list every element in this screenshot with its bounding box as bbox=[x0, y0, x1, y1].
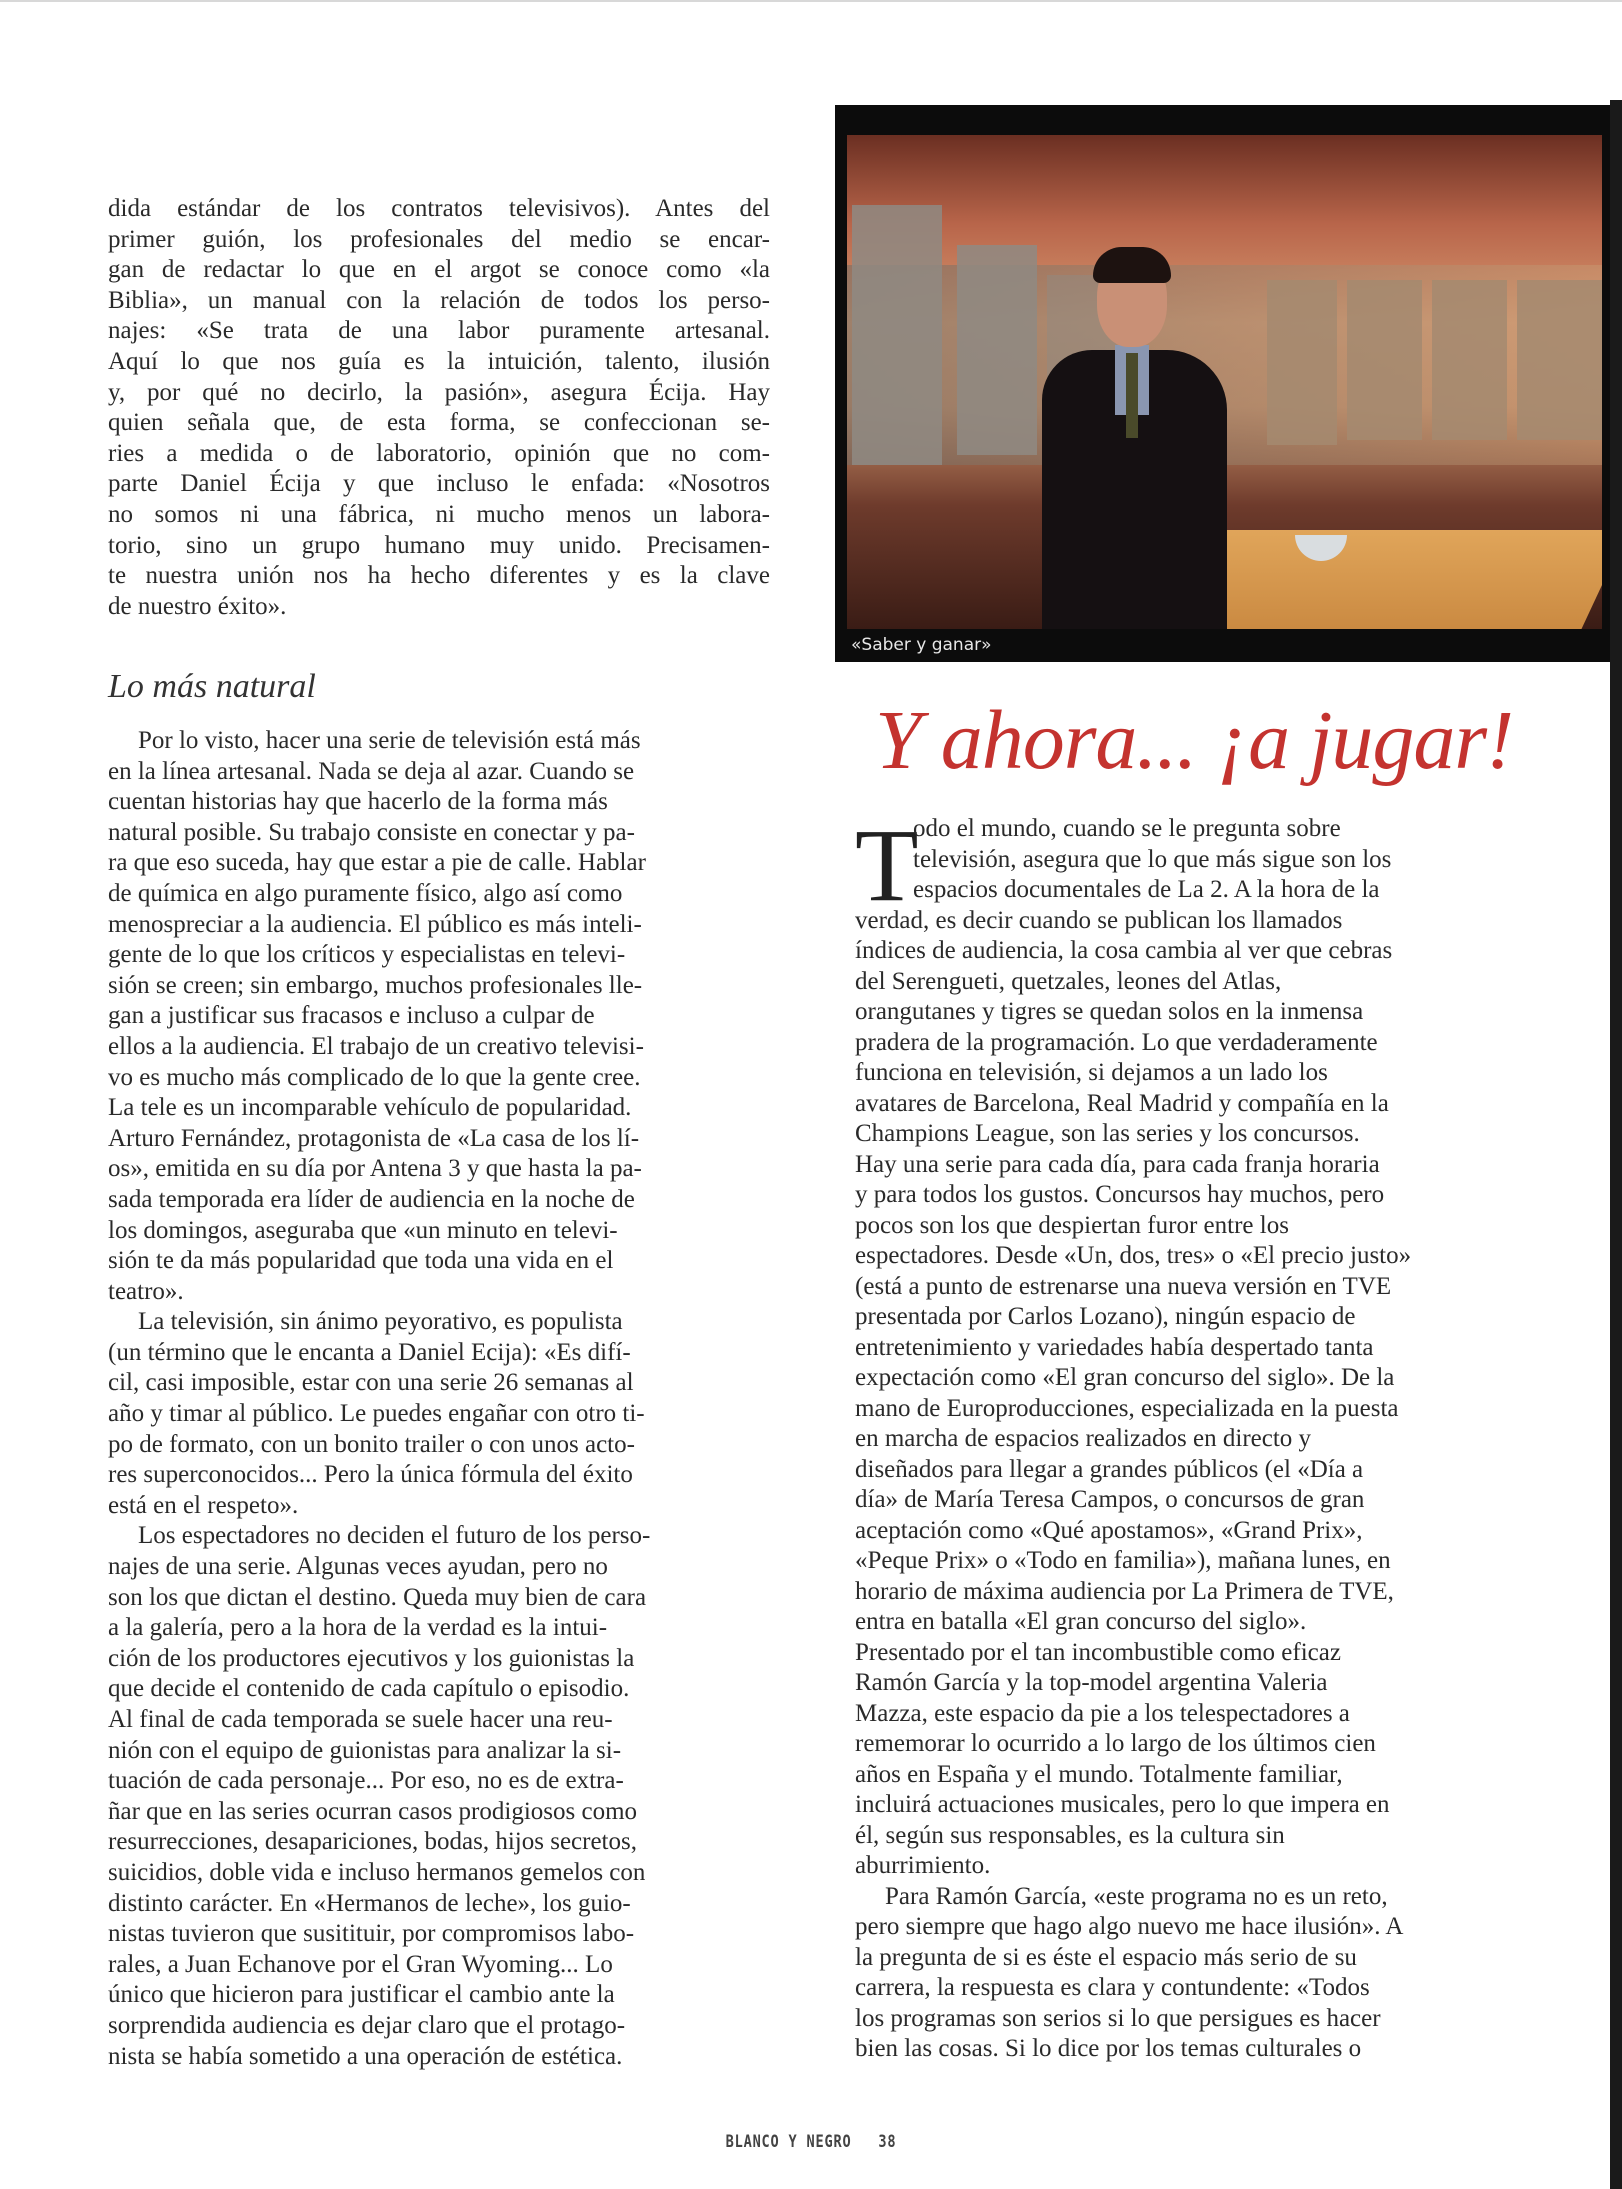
paragraph bbox=[108, 1307, 770, 1521]
text-line: sorprendida audiencia es dejar claro que el protago- bbox=[108, 2011, 626, 2039]
text-line: Al final de cada temporada se suele hacer una reu- bbox=[108, 1706, 613, 1733]
text-line: teatro». bbox=[108, 1277, 184, 1305]
text-line: sión te da más popularidad que toda una vida en el bbox=[108, 1247, 614, 1275]
text-line: los programas son serios si lo que persigues es hacer bbox=[855, 2004, 1381, 2032]
set-letter bbox=[1432, 280, 1507, 440]
text-line: Los espectadores no deciden el futuro de los perso- bbox=[138, 1522, 651, 1550]
text-line: La televisión, sin ánimo peyorativo, es populista bbox=[138, 1308, 623, 1336]
text-line: en marcha de espacios realizados en directo y bbox=[855, 1425, 1312, 1452]
text-line: índices de audiencia, la cosa cambia al ver que cebras bbox=[855, 937, 1393, 964]
text-line: res superconocidos... Pero la única fórmula del éxito bbox=[108, 1461, 633, 1489]
text-line: diseñados para llegar a grandes públicos (el «Día a bbox=[855, 1455, 1364, 1483]
text-line: primer guión, los profesionales del medio se encar- bbox=[108, 225, 770, 253]
text-line: cuentan historias hay que hacerlo de la forma más bbox=[108, 788, 608, 816]
text-line: Por lo visto, hacer una serie de televisión está más bbox=[138, 727, 641, 754]
text-line: y, por qué no decirlo, la pasión», asegura Écija. Hay bbox=[108, 378, 770, 406]
text-line: sada temporada era líder de audiencia en la noche de bbox=[108, 1185, 635, 1213]
text-line: (un término que le encanta a Daniel Ecija): «Es difí- bbox=[108, 1338, 631, 1366]
text-line: que decide el contenido de cada capítulo o episodio. bbox=[108, 1675, 630, 1703]
text-line: dida estándar de los contratos televisivos). Antes del bbox=[108, 195, 770, 222]
text-line: najes de una serie. Algunas veces ayudan, pero no bbox=[108, 1553, 608, 1581]
text-line: pocos son los que despiertan furor entre los bbox=[855, 1211, 1289, 1239]
text-line: y para todos los gustos. Concursos hay muchos, pero bbox=[855, 1181, 1385, 1208]
sidebar-article-body bbox=[855, 808, 1520, 2065]
text-line: aceptación como «Qué apostamos», «Grand Prix», bbox=[855, 1516, 1363, 1544]
text-line: odo el mundo, cuando se le pregunta sobre bbox=[913, 815, 1341, 842]
text-line: Presentado por el tan incombustible como eficaz bbox=[855, 1638, 1341, 1666]
text-line: quien señala que, de esta forma, se confeccionan se- bbox=[108, 409, 770, 437]
text-line: gente de lo que los críticos y especialistas en televi- bbox=[108, 941, 626, 969]
text-line: incluirá actuaciones musicales, pero lo que impera en bbox=[855, 1791, 1390, 1818]
text-line: espacios documentales de La 2. A la hora de la bbox=[913, 876, 1380, 903]
presenter-tie bbox=[1126, 353, 1138, 438]
text-line: natural posible. Su trabajo consiste en conectar y pa- bbox=[108, 818, 635, 846]
text-line: Aquí lo que nos guía es la intuición, talento, ilusión bbox=[108, 347, 770, 375]
text-line: mano de Europroducciones, especializada en la puesta bbox=[855, 1394, 1399, 1422]
text-line: bien las cosas. Si lo dice por los temas culturales o bbox=[855, 2035, 1362, 2062]
set-letter bbox=[1347, 280, 1422, 440]
text-line: Hay una serie para cada día, para cada franja horaria bbox=[855, 1150, 1380, 1178]
text-line: año y timar al público. Le puedes engañar con otro ti- bbox=[108, 1400, 645, 1428]
paragraph bbox=[855, 1882, 1520, 2065]
text-line: gan a justificar sus fracasos e incluso a culpar de bbox=[108, 1002, 595, 1030]
text-line: menospreciar a la audiencia. El público es más inteli- bbox=[108, 910, 642, 938]
text-line: Mazza, este espacio da pie a los telespectadores a bbox=[855, 1699, 1350, 1727]
text-line: pradera de la programación. Lo que verdaderamente bbox=[855, 1028, 1378, 1056]
photo-scene bbox=[847, 135, 1602, 629]
text-line: horario de máxima audiencia por La Primera de TVE, bbox=[855, 1577, 1394, 1605]
text-line: día» de María Teresa Campos, o concursos de gran bbox=[855, 1486, 1365, 1513]
text-line: orangutanes y tigres se quedan solos en la inmensa bbox=[855, 998, 1364, 1025]
drop-cap: T bbox=[855, 808, 919, 923]
text-line: Biblia», un manual con la relación de todos los perso- bbox=[108, 286, 770, 314]
text-line: Ramón García y la top-model argentina Valeria bbox=[855, 1669, 1328, 1696]
text-line: cil, casi imposible, estar con una serie 26 semanas al bbox=[108, 1369, 634, 1397]
text-line: parte Daniel Écija y que incluso le enfada: «Nosotros bbox=[108, 470, 770, 498]
text-line: tuación de cada personaje... Por eso, no es de extra- bbox=[108, 1767, 624, 1795]
text-line: son los que dictan el destino. Queda muy bien de cara bbox=[108, 1583, 647, 1611]
text-line: entra en batalla «El gran concurso del siglo». bbox=[855, 1608, 1307, 1635]
text-line: espectadores. Desde «Un, dos, tres» o «El precio justo» bbox=[855, 1242, 1412, 1269]
text-line: vo es mucho más complicado de lo que la gente cree. bbox=[108, 1063, 641, 1091]
text-line: ries a medida o de laboratorio, opinión que no com- bbox=[108, 439, 770, 467]
text-line: presentada por Carlos Lozano), ningún espacio de bbox=[855, 1303, 1356, 1330]
text-line: torio, sino un grupo humano muy unido. Precisamen- bbox=[108, 531, 770, 559]
text-line: ra que eso suceda, hay que estar a pie de calle. Hablar bbox=[108, 849, 646, 877]
text-line: te nuestra unión nos ha hecho diferentes y es la clave bbox=[108, 562, 770, 590]
text-line: está en el respeto». bbox=[108, 1491, 299, 1519]
text-line: (está a punto de estrenarse una nueva versión en TVE bbox=[855, 1272, 1392, 1300]
text-line: funciona en televisión, si dejamos a un lado los bbox=[855, 1059, 1328, 1086]
text-line: de química en algo puramente físico, algo así como bbox=[108, 879, 623, 907]
sidebar-title: Y ahora... ¡a jugar! bbox=[875, 694, 1514, 787]
text-line: os», emitida en su día por Antena 3 y que hasta la pa- bbox=[108, 1155, 642, 1183]
set-letter bbox=[1267, 280, 1337, 445]
text-line: La tele es un incomparable vehículo de popularidad. bbox=[108, 1094, 632, 1122]
text-line: él, según sus responsables, es la cultura sin bbox=[855, 1821, 1285, 1849]
text-line: resurrecciones, desapariciones, bodas, hijos secretos, bbox=[108, 1828, 637, 1856]
page-footer bbox=[162, 2132, 1460, 2152]
text-line: expectación como «El gran concurso del siglo». De la bbox=[855, 1364, 1395, 1391]
text-line: distinto carácter. En «Hermanos de leche», los guio- bbox=[108, 1889, 631, 1917]
text-line: televisión, asegura que lo que más sigue son los bbox=[913, 845, 1392, 873]
text-line: único que hicieron para justificar el cambio ante la bbox=[108, 1981, 615, 2009]
text-line: no somos ni una fábrica, ni mucho menos un labora- bbox=[108, 500, 770, 528]
text-line: en la línea artesanal. Nada se deja al azar. Cuando se bbox=[108, 757, 635, 785]
text-line: po de formato, con un bonito trailer o con unos acto- bbox=[108, 1430, 635, 1458]
text-line: rales, a Juan Echanove por el Gran Wyoming... Lo bbox=[108, 1950, 613, 1978]
text-line: años en España y el mundo. Totalmente familiar, bbox=[855, 1760, 1343, 1788]
text-line: suicidios, doble vida e incluso hermanos gemelos con bbox=[108, 1858, 646, 1886]
text-line: de nuestro éxito». bbox=[108, 592, 287, 620]
set-letter bbox=[852, 205, 942, 465]
text-line: nión con el equipo de guionistas para analizar la si- bbox=[108, 1736, 622, 1764]
paragraph bbox=[108, 1521, 770, 2072]
text-line: los domingos, aseguraba que «un minuto en televi- bbox=[108, 1216, 618, 1244]
paragraph bbox=[855, 808, 1520, 1882]
section-subheading: Lo más natural bbox=[108, 668, 316, 705]
text-line: sión se creen; sin embargo, muchos profesionales lle- bbox=[108, 971, 643, 999]
scan-edge bbox=[1610, 100, 1622, 2189]
text-line: la pregunta de si es éste el espacio más serio de su bbox=[855, 1943, 1357, 1971]
set-letter bbox=[1517, 280, 1602, 440]
text-line: Champions League, son las series y los concursos. bbox=[855, 1120, 1360, 1147]
text-line: najes: «Se trata de una labor puramente artesanal. bbox=[108, 317, 770, 345]
photo-saber-y-ganar bbox=[835, 105, 1610, 662]
paragraph bbox=[108, 726, 770, 1307]
text-line: verdad, es decir cuando se publican los llamados bbox=[855, 906, 1343, 934]
text-line: ñar que en las series ocurran casos prodigiosos como bbox=[108, 1797, 638, 1825]
text-line: entretenimiento y variedades había despertado tanta bbox=[855, 1333, 1374, 1361]
text-line: «Peque Prix» o «Todo en familia»), mañana lunes, en bbox=[855, 1547, 1391, 1574]
text-line: carrera, la respuesta es clara y contundente: «Todos bbox=[855, 1974, 1370, 2001]
text-line: rememorar lo ocurrido a lo largo de los últimos cien bbox=[855, 1730, 1376, 1757]
text-line: ción de los productores ejecutivos y los guionistas la bbox=[108, 1644, 635, 1672]
presenter-hair bbox=[1093, 247, 1171, 283]
text-line: Arturo Fernández, protagonista de «La casa de los lí- bbox=[108, 1124, 640, 1152]
left-column-intro bbox=[108, 194, 770, 622]
text-line: a la galería, pero a la hora de la verdad es la intui- bbox=[108, 1614, 608, 1642]
text-line: ellos a la audiencia. El trabajo de un creativo televisi- bbox=[108, 1032, 644, 1060]
left-column-body bbox=[108, 726, 770, 2072]
text-line: pero siempre que hago algo nuevo me hace ilusión». A bbox=[855, 1913, 1404, 1940]
page-number: 38 bbox=[878, 2132, 897, 2152]
text-line: aburrimiento. bbox=[855, 1852, 991, 1879]
text-line: Para Ramón García, «este programa no es un reto, bbox=[885, 1882, 1388, 1910]
set-letter bbox=[957, 245, 1037, 455]
photo-caption: «Saber y ganar» bbox=[851, 635, 992, 655]
text-line: gan de redactar lo que en el argot se conoce como «la bbox=[108, 256, 770, 284]
page-top-rule bbox=[0, 0, 1622, 2]
text-line: avatares de Barcelona, Real Madrid y compañía en la bbox=[855, 1089, 1389, 1117]
paragraph bbox=[108, 194, 770, 622]
text-line: del Serengueti, quetzales, leones del Atlas, bbox=[855, 967, 1282, 995]
publication-name: BLANCO Y NEGRO bbox=[725, 2132, 852, 2152]
text-line: nista se había sometido a una operación de estética. bbox=[108, 2042, 623, 2070]
text-line: nistas tuvieron que susitituir, por compromisos labo- bbox=[108, 1920, 635, 1948]
